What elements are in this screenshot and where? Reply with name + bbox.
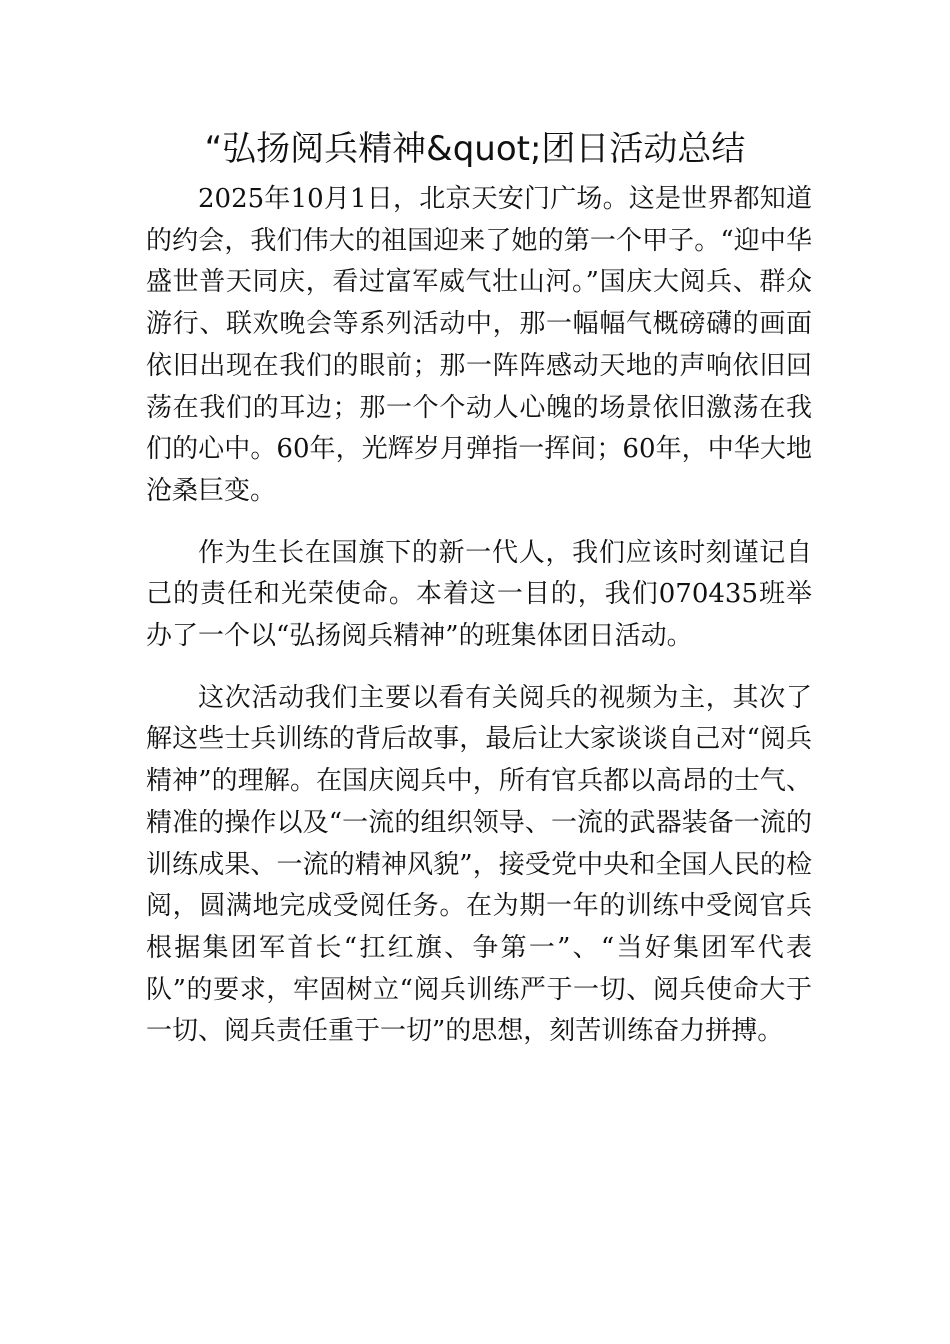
document-body	[146, 179, 812, 1073]
paragraph-2: 作为生长在国旗下的新一代人，我们应该时刻谨记自己的责任和光荣使命。本着这一目的，我们070435班举办了一个以“弘扬阅兵精神”的班集体团日活动。	[146, 537, 812, 652]
paragraph-1: 2025年10月1日，北京天安门广场。这是世界都知道的约会，我们伟大的祖国迎来了她的第一个甲子。“迎中华盛世普天同庆，看过富军威气壮山河。”国庆大阅兵、群众游行、联欢晚会等系列活动中，那一幅幅气概磅礴的画面依旧出现在我们的眼前；那一阵阵感动天地的声响依旧回荡在我们的耳边；那一个个动人心魄的场景依旧激荡在我们的心中。60年，光辉岁月弹指一挥间；60年，中华大地沧桑巨变。	[146, 184, 812, 506]
paragraph-3: 这次活动我们主要以看有关阅兵的视频为主，其次了解这些士兵训练的背后故事，最后让大家谈谈自己对“阅兵精神”的理解。在国庆阅兵中，所有官兵都以高昂的士气、精准的操作以及“一流的组织领导、一流的武器装备一流的训练成果、一流的精神风貌”，接受党中央和全国人民的检阅，圆满地完成受阅任务。在为期一年的训练中受阅官兵根据集团军首长“扛红旗、争第一”、“当好集团军代表队”的要求，牢固树立“阅兵训练严于一切、阅兵使命大于一切、阅兵责任重于一切”的思想，刻苦训练奋力拼搏。	[146, 682, 812, 1047]
document-title: “弘扬阅兵精神&quot;团日活动总结	[204, 129, 746, 169]
